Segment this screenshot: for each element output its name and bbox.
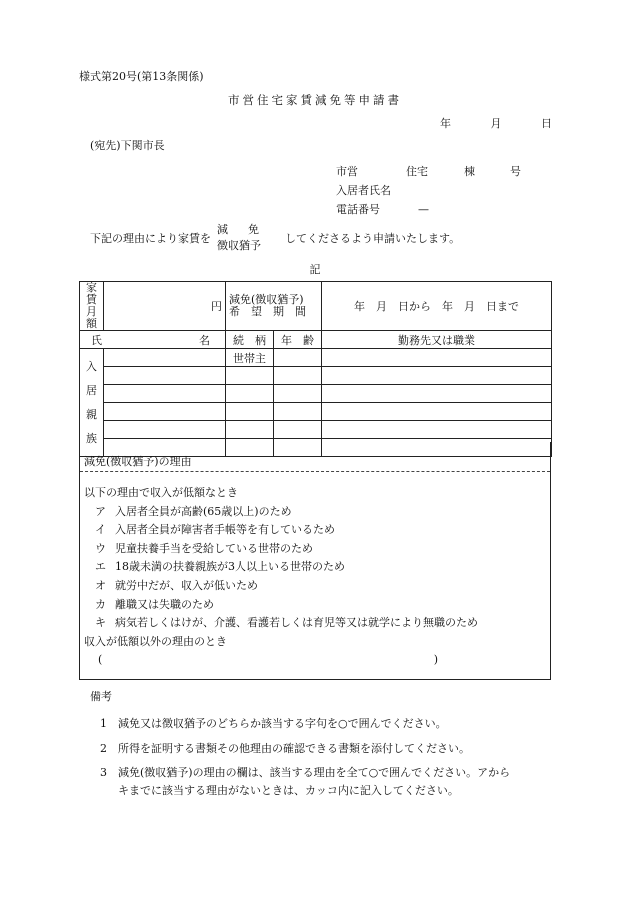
note-text: 減免(徴収猶予)の理由の欄は、該当する理由を全て○で囲んでください。アから: [118, 766, 511, 779]
choice-deferral[interactable]: 徴収猶予: [217, 239, 261, 252]
col-name-1: 氏: [91, 333, 102, 347]
col-relation-header: 続 柄: [226, 331, 274, 349]
phone-separator: —: [418, 203, 429, 216]
reason-item[interactable]: [84, 503, 478, 522]
date-day: 日: [541, 117, 552, 130]
address-row: [336, 162, 521, 181]
reason-item[interactable]: [84, 521, 478, 540]
family-relation-cell[interactable]: [226, 367, 274, 385]
note-item: [100, 740, 470, 756]
notes-title: 備考: [90, 690, 112, 703]
reason-text: 病気若しくはけが、介護、看護若しくは育児等又は就学により無職のため: [115, 616, 478, 630]
request-suffix: してくださるよう申請いたします。: [285, 232, 461, 245]
family-work-cell[interactable]: [322, 367, 552, 385]
family-name-cell[interactable]: [104, 403, 226, 421]
family-label-char: 入: [86, 359, 97, 373]
family-work-cell[interactable]: [322, 385, 552, 403]
family-age-cell[interactable]: [274, 367, 322, 385]
housing-label: 住宅: [406, 165, 428, 178]
family-relation-cell[interactable]: [226, 421, 274, 439]
family-relation-cell[interactable]: 世帯主: [226, 349, 274, 367]
reason-text: 入居者全員が障害者手帳等を有しているため: [115, 523, 335, 537]
col-age-header: 年 齢: [274, 331, 322, 349]
tenant-name-label: 入居者氏名: [336, 184, 391, 197]
family-age-cell[interactable]: [274, 385, 322, 403]
reason-text: 就労中だが、収入が低いため: [115, 578, 258, 592]
room-number-label: 号: [510, 165, 521, 178]
family-label-char: 族: [86, 431, 97, 445]
reason-key: エ: [95, 560, 106, 574]
phone-label: 電話番号: [336, 203, 380, 216]
reason-section: [79, 442, 551, 680]
family-age-cell[interactable]: [274, 349, 322, 367]
rent-label-2: 月額: [86, 305, 97, 330]
request-prefix: 下記の理由により家賃を: [90, 232, 211, 245]
reason-other: 収入が低額以外の理由のとき: [84, 634, 227, 648]
dashed-divider: [80, 471, 550, 472]
reason-text: 離職又は失職のため: [115, 597, 214, 611]
other-reason-field[interactable]: [84, 651, 438, 670]
col-name-2: 名: [199, 333, 210, 347]
period-label: [226, 282, 322, 331]
reason-text: 児童扶養手当を受給している世帯のため: [115, 541, 313, 555]
period-label-2: 希 望 期 間: [229, 305, 306, 318]
family-row: [80, 349, 552, 367]
reason-intro: 以下の理由で収入が低額なとき: [84, 486, 238, 499]
family-age-cell[interactable]: [274, 403, 322, 421]
reason-key: カ: [95, 597, 106, 611]
family-row: [80, 367, 552, 385]
ki-heading: 記: [309, 263, 321, 276]
rent-amount-field[interactable]: 円: [104, 282, 226, 331]
family-work-cell[interactable]: [322, 403, 552, 421]
reason-key: ア: [95, 504, 106, 518]
family-name-cell[interactable]: [104, 367, 226, 385]
applicant-block: [336, 162, 521, 219]
addressee: (宛先)下関市長: [90, 139, 165, 152]
family-side-label: [80, 349, 104, 457]
reason-item[interactable]: [84, 558, 478, 577]
family-row: [80, 385, 552, 403]
note-text: 減免又は徴収猶予のどちらか該当する字句を○で囲んでください。: [118, 717, 447, 730]
period-field[interactable]: 年 月 日から 年 月 日まで: [322, 282, 552, 331]
note-item: [100, 715, 447, 731]
reason-title: 減免(徴収猶予)の理由: [84, 455, 192, 468]
note-number: 3: [100, 766, 107, 779]
note-number: 1: [100, 717, 107, 730]
reason-item[interactable]: [84, 596, 478, 615]
date-month: 月: [490, 117, 502, 130]
family-label-char: 親: [86, 407, 97, 421]
family-relation-cell[interactable]: [226, 403, 274, 421]
family-work-cell[interactable]: [322, 349, 552, 367]
reason-list: [84, 484, 478, 670]
col-name-header: [80, 331, 226, 349]
period-label-1: 減免(徴収猶予): [229, 293, 304, 306]
reason-key: キ: [95, 616, 106, 630]
phone-row: [336, 200, 521, 219]
city-label: 市営: [336, 165, 358, 178]
reason-key: イ: [95, 523, 106, 537]
rent-row: [80, 282, 552, 331]
reason-item[interactable]: [84, 577, 478, 596]
note-number: 2: [100, 742, 107, 755]
reason-text: 入居者全員が高齢(65歳以上)のため: [115, 504, 292, 518]
date-field: [440, 115, 572, 131]
family-name-cell[interactable]: [104, 349, 226, 367]
request-sentence: [90, 222, 460, 254]
reason-item[interactable]: [84, 540, 478, 559]
request-choice[interactable]: [217, 222, 279, 254]
family-name-cell[interactable]: [104, 421, 226, 439]
family-age-cell[interactable]: [274, 421, 322, 439]
form-title: 市営住宅家賃減免等申請書: [228, 93, 402, 107]
reason-item[interactable]: [84, 614, 478, 633]
family-relation-cell[interactable]: [226, 385, 274, 403]
family-row: [80, 403, 552, 421]
family-name-cell[interactable]: [104, 385, 226, 403]
family-label-char: 居: [86, 383, 97, 397]
date-year: 年: [440, 117, 451, 130]
form-number: 様式第20号(第13条関係): [79, 70, 204, 83]
family-row: [80, 421, 552, 439]
col-work-header: 勤務先又は職業: [322, 331, 552, 349]
reason-key: ウ: [95, 541, 106, 555]
note-item: [100, 764, 540, 800]
paren-open: (: [98, 653, 103, 667]
name-row: [336, 181, 521, 200]
note-text: 所得を証明する書類その他理由の確認できる書類を添付してください。: [118, 742, 470, 755]
choice-reduction[interactable]: 減免: [217, 223, 279, 236]
note-text-cont: キまでに該当する理由がないときは、カッコ内に記入してください。: [118, 784, 459, 797]
family-header-row: [80, 331, 552, 349]
rent-label-1: 家賃: [86, 281, 97, 306]
reason-text: 18歳未満の扶養親族が3人以上いる世帯のため: [115, 560, 345, 574]
rent-label: [80, 282, 104, 331]
details-table: [79, 281, 552, 457]
building-label: 棟: [464, 165, 475, 178]
reason-key: オ: [95, 578, 106, 592]
paren-close: ): [433, 653, 438, 667]
family-work-cell[interactable]: [322, 421, 552, 439]
